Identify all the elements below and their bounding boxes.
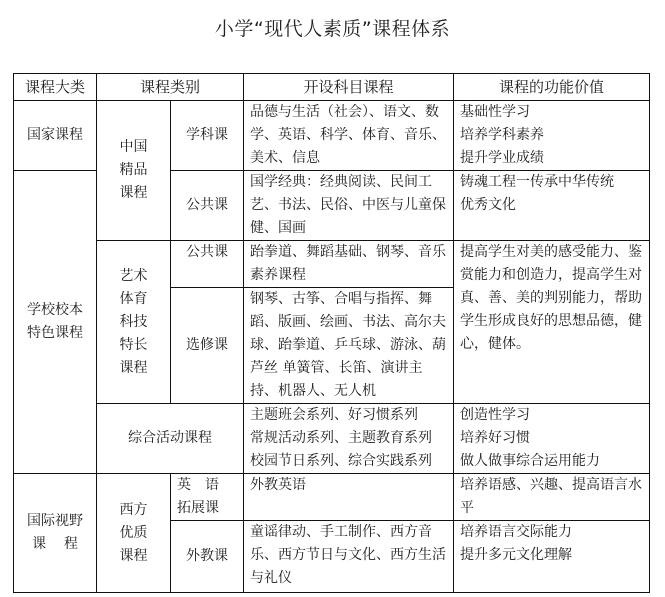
subject-line: 主题班会系列、好习惯系列 xyxy=(250,407,419,423)
value-line: 培养学科素养 xyxy=(460,127,545,143)
subjects-cell: 跆拳道、舞蹈基础、钢琴、音乐素养课程 xyxy=(244,241,454,288)
type-line: 拓展课 xyxy=(177,500,219,516)
subjects-cell: 国学经典：经典阅读、民间工艺、书法、民俗、中医与儿童保健、国画 xyxy=(244,171,454,241)
value-cell xyxy=(454,521,650,593)
group-line: 课程 xyxy=(119,185,148,201)
value-line: 培养语言交际能力 xyxy=(460,524,573,540)
category-line: 特色课程 xyxy=(27,325,83,341)
course-type xyxy=(171,474,244,521)
value-line: 铸魂工程一传承中华传统 xyxy=(460,174,615,190)
value-line: 优秀文化 xyxy=(460,197,517,213)
table-row xyxy=(14,474,650,521)
course-type: 选修课 xyxy=(171,288,244,404)
subjects-cell xyxy=(244,404,454,474)
header-row xyxy=(14,74,650,101)
value-line: 基础性学习 xyxy=(460,104,531,120)
group-arts-sports xyxy=(97,241,171,404)
page-title: 小学“现代人素质”课程体系 xyxy=(214,18,451,40)
table-row xyxy=(14,241,650,288)
header-type: 课程类别 xyxy=(97,74,244,101)
curriculum-table xyxy=(13,73,650,593)
group-line: 体育 xyxy=(119,290,148,307)
value-cell xyxy=(454,404,650,474)
subjects-cell: 品德与生活（社会）、语文、数学、英语、科学、体育、音乐、美术、信息 xyxy=(244,101,454,171)
course-type: 公共课 xyxy=(171,171,244,241)
group-chinese-quality xyxy=(97,101,171,241)
course-type: 外教课 xyxy=(171,521,244,593)
subjects-cell: 外教英语 xyxy=(244,474,454,521)
group-line: 课程 xyxy=(119,359,148,376)
group-line: 中国 xyxy=(119,139,148,155)
category-line: 课 程 xyxy=(32,536,78,552)
category-national: 国家课程 xyxy=(14,101,97,171)
value-line: 创造性学习 xyxy=(460,407,531,423)
subject-line: 校园节日系列、综合实践系列 xyxy=(250,453,433,469)
group-line: 精品 xyxy=(119,162,148,178)
subjects-cell: 童谣律动、手工制作、西方音乐、西方节日与文化、西方生活与礼仪 xyxy=(244,521,454,593)
value-cell xyxy=(454,101,650,171)
category-line: 学校校本 xyxy=(27,302,83,318)
category-international xyxy=(14,474,97,593)
header-value: 课程的功能价值 xyxy=(454,74,650,101)
group-line: 艺术 xyxy=(119,267,148,284)
course-type: 公共课 xyxy=(171,241,244,288)
value-line: 培养好习惯 xyxy=(460,430,531,446)
value-cell: 培养语感、兴趣、提高语言水平 xyxy=(454,474,650,521)
category-line: 国际视野 xyxy=(27,513,83,529)
group-western-quality xyxy=(97,474,171,593)
table-row xyxy=(14,404,650,474)
group-line: 优质 xyxy=(119,524,148,541)
group-comprehensive: 综合活动课程 xyxy=(97,404,244,474)
value-line: 做人做事综合运用能力 xyxy=(460,453,601,469)
group-line: 科技 xyxy=(119,313,148,330)
subjects-cell: 钢琴、古筝、合唱与指挥、舞蹈、版画、绘画、书法、高尔夫球、跆拳道、乒乓球、游泳、葫芦丝 单簧管、长笛、演讲主持、机器人、无人机 xyxy=(244,288,454,404)
header-subjects: 开设科目课程 xyxy=(244,74,454,101)
table-row xyxy=(14,101,650,171)
category-school xyxy=(14,171,97,474)
type-line: 英 语 xyxy=(177,477,219,493)
value-line: 提升多元文化理解 xyxy=(460,547,573,563)
course-type: 学科课 xyxy=(171,101,244,171)
header-category: 课程大类 xyxy=(14,74,97,101)
value-cell: 提高学生对美的感受能力、鉴赏能力和创造力，提高学生对真、善、美的判别能力，帮助学生形成良好的思想品德，健心，健体。 xyxy=(454,241,650,404)
group-line: 课程 xyxy=(119,547,148,564)
value-cell xyxy=(454,171,650,241)
subject-line: 常规活动系列、主题教育系列 xyxy=(250,430,433,446)
group-line: 西方 xyxy=(119,501,148,518)
value-line: 提升学业成绩 xyxy=(460,150,545,166)
group-line: 特长 xyxy=(119,336,148,353)
